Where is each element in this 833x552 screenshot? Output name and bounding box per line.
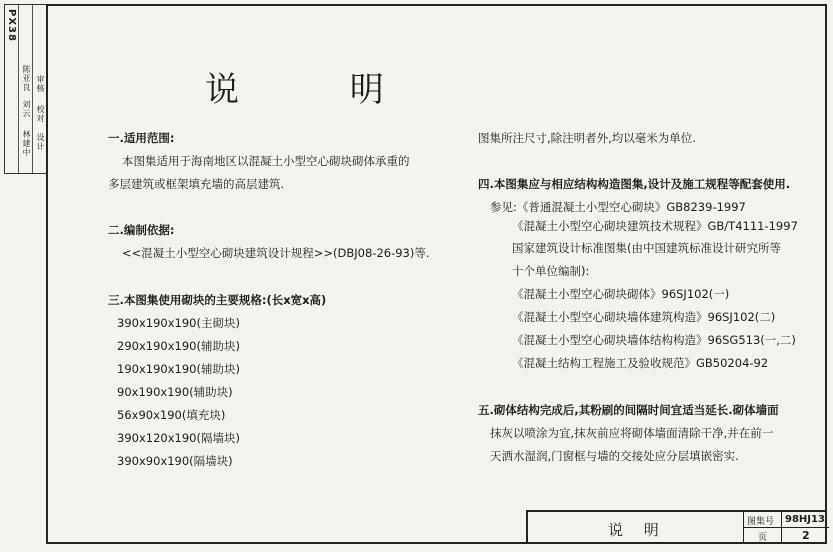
left-text-line: 56x90x190(填充块)	[117, 408, 226, 422]
stamp-column-2	[19, 5, 33, 173]
left-text-line: 390x190x190(主砌块)	[117, 316, 240, 330]
right-text-line: 四.本图集应与相应结构构造图集,设计及施工规程等配套使用.	[478, 177, 791, 191]
left-text-line: 多层建筑或框架填充墙的高层建筑.	[108, 177, 285, 191]
right-text-line: 《混凝土小型空心砌块建筑技术规程》GB/T4111-1997	[512, 219, 798, 233]
left-text-line: 390x120x190(隔墙块)	[117, 431, 240, 445]
stamp-name-2: 刘云	[22, 100, 31, 118]
margin-stamp	[4, 4, 46, 174]
stamp-name-3: 林建中	[22, 130, 31, 157]
stamp-column-1	[5, 5, 19, 173]
left-text-line: <<混凝土小型空心砌块建筑设计规程>>(DBJ08-26-93)等.	[122, 246, 430, 260]
stamp-role-3: 设计	[36, 133, 45, 151]
left-text-line: 二.编制依据:	[108, 223, 175, 237]
title-block	[526, 510, 827, 544]
right-text-line: 国家建筑设计标准图集(由中国建筑标准设计研究所等	[512, 241, 781, 255]
left-text-line: 一.适用范围:	[108, 131, 175, 145]
left-text-line: 190x190x190(辅助块)	[117, 362, 240, 376]
left-text-line: 290x190x190(辅助块)	[117, 339, 240, 353]
stamp-name-1: 陈亚良	[22, 65, 31, 92]
right-text-line: 参见:《普通混凝土小型空心砌块》GB8239-1997	[490, 200, 746, 214]
stamp-role-1: 审核	[36, 75, 45, 93]
right-text-line: 《混凝土小型空心砌块墙体建筑构造》96SJ102(二)	[512, 310, 776, 324]
left-text-line: 本图集适用于海南地区以混凝土小型空心砌块砌体承重的	[122, 154, 410, 168]
right-text-line: 《混凝土结构工程施工及验收规范》GB50204-92	[512, 356, 769, 370]
atlas-number: 98HJ13	[785, 514, 825, 525]
stamp-column-3	[33, 5, 47, 173]
left-text-line: 90x190x190(辅助块)	[117, 385, 233, 399]
right-text-line: 图集所注尺寸,除注明者外,均以毫米为单位.	[478, 131, 696, 145]
title-block-name: 说 明	[608, 521, 667, 539]
page-number: 2	[802, 529, 810, 542]
page-title: 说 明	[205, 70, 434, 110]
right-text-line: 《混凝土小型空心砌块墙体结构构造》96SG513(一,二)	[512, 333, 796, 347]
right-text-line: 天洒水湿润,门窗框与墙的交接处应分层填嵌密实.	[490, 449, 739, 463]
left-text-line: 三.本图集使用砌块的主要规格:(长x宽x高)	[108, 293, 327, 307]
right-text-line: 抹灰以喷涂为宜,抹灰前应将砌体墙面清除干净,并在前一	[490, 426, 774, 440]
right-text-line: 十个单位编制):	[512, 264, 590, 278]
page-label: 页	[758, 533, 768, 543]
atlas-label: 图集号	[747, 517, 775, 527]
right-text-line: 《混凝土小型空心砌块砌体》96SJ102(一)	[512, 287, 730, 301]
left-text-line: 390x90x190(隔墙块)	[117, 454, 233, 468]
stamp-code: PX38	[6, 9, 17, 42]
stamp-role-2: 校对	[36, 105, 45, 123]
right-text-line: 五.砌体结构完成后,其粉刷的间隔时间宜适当延长.砌体墙面	[478, 403, 779, 417]
